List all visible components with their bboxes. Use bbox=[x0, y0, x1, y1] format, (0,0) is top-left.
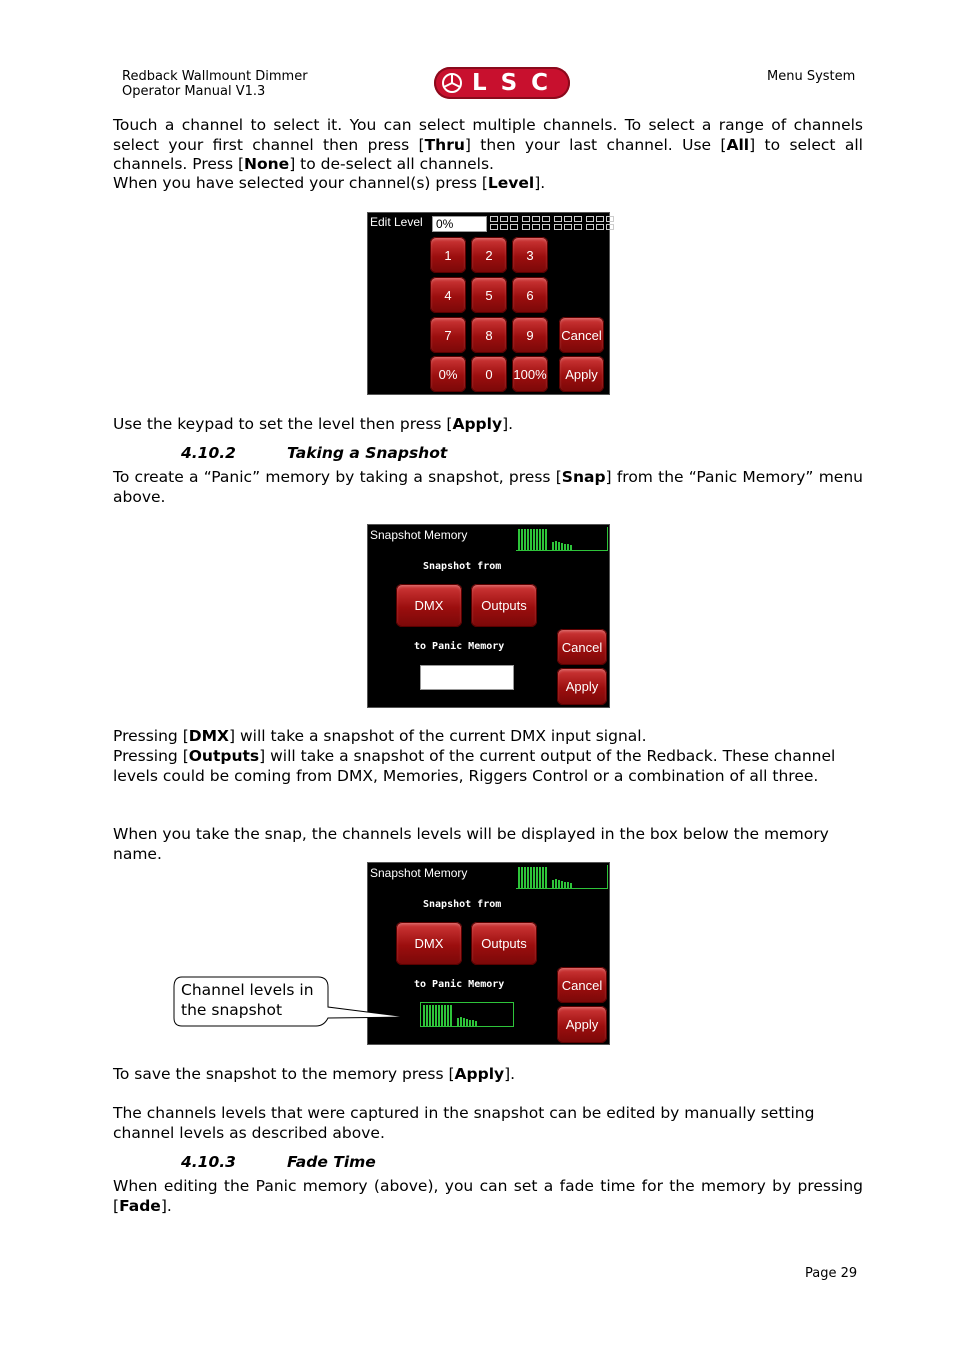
paragraph-outputs-snapshot: Pressing [Outputs] will take a snapshot of the current output of the Redback. These channel levels could be coming from DMX, Memories, Riggers Control or a combination of all three. bbox=[113, 747, 836, 785]
level-bar bbox=[536, 529, 538, 550]
channel-indicator bbox=[586, 216, 594, 222]
section-number-4-10-3: 4.10.3 bbox=[181, 1153, 236, 1171]
key-zero-percent-button[interactable]: 0% bbox=[430, 356, 466, 392]
level-bar bbox=[463, 1018, 465, 1026]
paragraph-select-channels: Touch a channel to select it. You can select multiple channels. To select a range of channels select your first channel then press [Thru] then your last channel. Use [All] to select all channels. Press [None] to de-select all channels. bbox=[113, 116, 863, 173]
level-bar bbox=[539, 529, 541, 550]
level-bar bbox=[426, 1005, 428, 1026]
snapshot-from-label: Snapshot from bbox=[423, 899, 502, 910]
snapshot-levels-box bbox=[420, 1002, 514, 1027]
key-eight-button[interactable]: 8 bbox=[471, 317, 507, 353]
channel-indicator bbox=[510, 216, 518, 222]
level-bar bbox=[567, 544, 569, 550]
channel-indicator bbox=[554, 216, 562, 222]
level-bar bbox=[533, 529, 535, 550]
cancel-button[interactable]: Cancel bbox=[557, 629, 607, 665]
level-bar bbox=[469, 1020, 471, 1026]
level-bar bbox=[521, 529, 523, 550]
level-bar bbox=[441, 1005, 443, 1026]
channel-indicator bbox=[532, 224, 540, 230]
level-bar bbox=[533, 867, 535, 888]
level-bar bbox=[438, 1005, 440, 1026]
lsc-logo-mark-icon bbox=[440, 71, 464, 95]
level-bar bbox=[552, 880, 554, 888]
key-one-button[interactable]: 1 bbox=[430, 237, 466, 273]
level-bar bbox=[457, 1018, 459, 1026]
level-bar bbox=[524, 529, 526, 550]
level-bar bbox=[429, 1005, 431, 1026]
callout-label bbox=[181, 981, 314, 1020]
level-bar bbox=[450, 1005, 452, 1026]
outputs-button[interactable]: Outputs bbox=[471, 584, 537, 627]
to-panic-memory-label: to Panic Memory bbox=[414, 979, 505, 990]
channel-indicator bbox=[554, 224, 562, 230]
channel-indicator bbox=[490, 216, 498, 222]
level-value-field[interactable] bbox=[432, 216, 487, 232]
level-bar bbox=[567, 882, 569, 888]
paragraph-fade-time: When editing the Panic memory (above), you can set a fade time for the memory by pressing [Fade]. bbox=[113, 1177, 863, 1215]
level-value: 0% bbox=[436, 217, 454, 231]
snapshot-title: Snapshot Memory bbox=[370, 866, 468, 880]
key-hundred-percent-button[interactable]: 100% bbox=[512, 356, 548, 392]
level-bar bbox=[542, 529, 544, 550]
channel-indicator bbox=[596, 224, 604, 230]
section-title-fade-time: Fade Time bbox=[287, 1153, 376, 1171]
key-zero-button[interactable]: 0 bbox=[471, 356, 507, 392]
key-five-button[interactable]: 5 bbox=[471, 277, 507, 313]
key-nine-button[interactable]: 9 bbox=[512, 317, 548, 353]
channel-indicator bbox=[606, 224, 614, 230]
paragraph-save-snapshot: To save the snapshot to the memory press [Apply]. bbox=[113, 1065, 516, 1083]
edit-level-title: Edit Level bbox=[370, 215, 423, 229]
level-bar bbox=[570, 545, 572, 550]
level-bar bbox=[558, 542, 560, 550]
cancel-button[interactable]: Cancel bbox=[559, 317, 604, 353]
level-bar bbox=[527, 529, 529, 550]
level-bar bbox=[527, 867, 529, 888]
apply-button[interactable]: Apply bbox=[559, 356, 604, 392]
level-bar bbox=[435, 1005, 437, 1026]
cancel-button[interactable]: Cancel bbox=[557, 967, 607, 1003]
level-bar bbox=[536, 867, 538, 888]
channel-indicator bbox=[596, 216, 604, 222]
level-bar bbox=[530, 867, 532, 888]
paragraph-use-keypad: Use the keypad to set the level then press [Apply]. bbox=[113, 415, 514, 433]
key-two-button[interactable]: 2 bbox=[471, 237, 507, 273]
level-bar bbox=[521, 867, 523, 888]
manual-version: Operator Manual V1.3 bbox=[122, 84, 266, 99]
dmx-button[interactable]: DMX bbox=[396, 922, 462, 965]
edit-level-screen bbox=[367, 212, 610, 395]
level-bar bbox=[466, 1019, 468, 1026]
key-seven-button[interactable]: 7 bbox=[430, 317, 466, 353]
paragraph-edit-levels: The channels levels that were captured in the snapshot can be edited by manually setting channel levels as described above. bbox=[113, 1104, 815, 1142]
level-bar bbox=[545, 867, 547, 888]
callout-line-1: Channel levels in bbox=[181, 981, 314, 999]
page-number: Page 29 bbox=[805, 1266, 858, 1281]
paragraph-press-level: When you have selected your channel(s) press [Level]. bbox=[113, 174, 546, 192]
apply-button[interactable]: Apply bbox=[557, 1006, 607, 1043]
level-bar bbox=[518, 529, 520, 550]
channel-indicator bbox=[522, 216, 530, 222]
level-bar bbox=[530, 529, 532, 550]
channel-indicator bbox=[574, 216, 582, 222]
level-bar bbox=[555, 879, 557, 888]
key-three-button[interactable]: 3 bbox=[512, 237, 548, 273]
level-bar bbox=[472, 1020, 474, 1026]
apply-button[interactable]: Apply bbox=[557, 668, 607, 705]
level-bar bbox=[475, 1021, 477, 1026]
level-bar bbox=[524, 867, 526, 888]
level-bar bbox=[564, 882, 566, 888]
outputs-button[interactable]: Outputs bbox=[471, 922, 537, 965]
channel-indicator bbox=[500, 216, 508, 222]
level-bar bbox=[444, 1005, 446, 1026]
key-four-button[interactable]: 4 bbox=[430, 277, 466, 313]
paragraph-create-panic: To create a “Panic” memory by taking a snapshot, press [Snap] from the “Panic Memory” menu above. bbox=[113, 468, 863, 506]
channel-indicator bbox=[510, 224, 518, 230]
level-bar bbox=[460, 1017, 462, 1026]
snapshot-memory-screen bbox=[367, 524, 610, 708]
level-bar bbox=[423, 1005, 425, 1026]
snapshot-title: Snapshot Memory bbox=[370, 528, 468, 542]
level-bar bbox=[561, 881, 563, 888]
lsc-logo bbox=[434, 67, 570, 99]
channel-indicator bbox=[532, 216, 540, 222]
level-bar bbox=[447, 1005, 449, 1026]
level-bar bbox=[545, 529, 547, 550]
channel-indicator bbox=[586, 224, 594, 230]
level-bar bbox=[561, 543, 563, 550]
section-number-4-10-2: 4.10.2 bbox=[181, 444, 236, 462]
channel-indicator bbox=[522, 224, 530, 230]
key-six-button[interactable]: 6 bbox=[512, 277, 548, 313]
header-left bbox=[122, 69, 308, 99]
channel-indicator bbox=[564, 224, 572, 230]
level-bar bbox=[555, 541, 557, 550]
channel-indicator bbox=[542, 224, 550, 230]
dmx-button[interactable]: DMX bbox=[396, 584, 462, 627]
channel-indicator bbox=[574, 224, 582, 230]
level-bar bbox=[570, 883, 572, 888]
memory-level-meter bbox=[516, 865, 608, 889]
level-bar bbox=[552, 542, 554, 550]
header-section: Menu System bbox=[767, 69, 856, 84]
snapshot-from-label: Snapshot from bbox=[423, 561, 502, 572]
channel-indicator bbox=[500, 224, 508, 230]
level-bar bbox=[564, 544, 566, 550]
level-bar bbox=[432, 1005, 434, 1026]
paragraph-take-snap: When you take the snap, the channels levels will be displayed in the box below the memory name. bbox=[113, 825, 829, 863]
section-title-taking-snapshot: Taking a Snapshot bbox=[287, 444, 448, 462]
level-bar bbox=[558, 880, 560, 888]
level-bar bbox=[518, 867, 520, 888]
channel-indicator-grid bbox=[490, 215, 610, 233]
paragraph-dmx-snapshot: Pressing [DMX] will take a snapshot of the current DMX input signal. bbox=[113, 727, 647, 745]
channel-indicator bbox=[564, 216, 572, 222]
to-panic-memory-label: to Panic Memory bbox=[414, 641, 505, 652]
snapshot-levels-box bbox=[420, 665, 514, 690]
channel-indicator bbox=[490, 224, 498, 230]
memory-level-meter bbox=[516, 527, 608, 551]
callout-line-2: the snapshot bbox=[181, 1000, 283, 1019]
manual-title: Redback Wallmount Dimmer bbox=[122, 69, 308, 84]
level-bar bbox=[539, 867, 541, 888]
channel-indicator bbox=[542, 216, 550, 222]
level-bar bbox=[542, 867, 544, 888]
logo-text: LSC bbox=[471, 70, 563, 96]
channel-indicator bbox=[606, 216, 614, 222]
